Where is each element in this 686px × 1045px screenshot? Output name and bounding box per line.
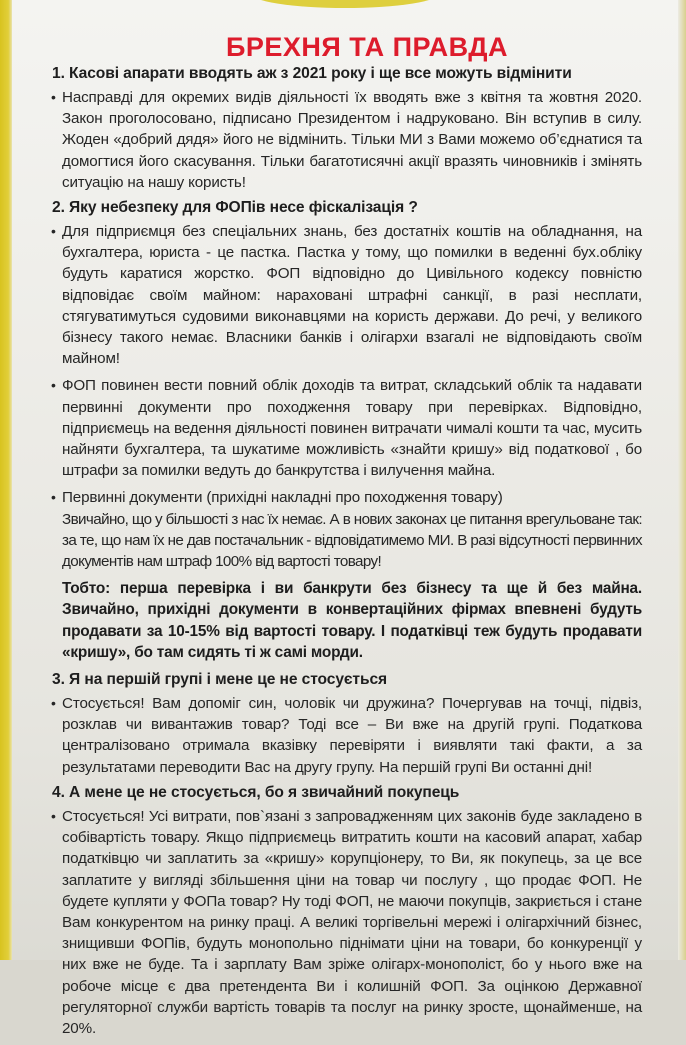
bullet-text: Насправді для окремих видів діяльності їх вводять вже з квітня та жовтня 2020. Закон проголосовано, підписано Президентом і надруковано. Він вступив в силу. Жоден «добрий дядя» його не відмінить. Тільки МИ з Вами можемо об’єднатися та домогтися його скасування. Тільки багатотисячні акції вразять чиновників і змінять ситуацію на нашу користь! [62,89,642,191]
section-heading: 3. Я на першій групі і мене це не стосується [52,671,388,689]
bullet-item [52,221,642,369]
bullet-item [52,693,642,778]
section-heading: 4. А мене це не стосується, бо я звичайний покупець [52,783,460,801]
section-2 [52,199,642,663]
section-conclusion: Тобто: перша перевірка і ви банкрути без бізнесу та ще й без майна. Звичайно, прихідні документи в конвертаційних фірмах впевнені будуть продавати за 10-15% від вартості товару. І податківці теж будуть продавати «кришу», бо там сидять ті ж самі морди. [62,580,642,661]
bullet-item [52,806,642,1039]
section-1 [52,65,642,193]
bullet-icon: • [51,807,56,824]
leaflet-title: БРЕХНЯ ТА ПРАВДА [225,32,509,62]
bullet-icon: • [51,695,56,712]
leaflet-content [52,32,642,1045]
section-heading: 1. Касові апарати вводять аж з 2021 року і ще все можуть відмінити [52,65,572,82]
bullet-icon: • [51,223,56,240]
bullet-icon: • [51,89,56,105]
bullet-text: Для підприємця без спеціальних знань, без достатніх коштів на обладнання, на бухгалтера, юриста - це пастка. Пастка у тому, що помилки в веденні бух.обліку будуть каратися жорстко. ФОП відповідно до Цивільного кодексу повністю відповідає своїм майном: нараховані штрафні санкції, в разі несплати, стягуватимуться судовими виконавцями на користь держави. До речі, у великого бізнесу такого немає. Власники банків і олігархи взагалі не відповідають своїм майном! [62,223,642,368]
bullet-item [52,375,642,481]
bullet-icon: • [51,489,56,506]
bullet-text: Стосується! Усі витрати, пов`язані з запровадженням цих законів буде закладено в собівартість товару. Якщо підприємець витратить кошти на касовий апарат, хабар податківцю чи заплатить за «кришу» корупціонеру, то Ви, як покупець, за це все заплатите у вигляді збільшення ціни на товар чи послугу , що продає ФОП. Не будете купляти у ФОПа товар? Ну тоді ФОП, не маючи покупців, закриється і стане Вам конкурентом на ринку праці. А великі торгівельні мережі і олігархічний бізнес, знищивши ФОПів, будуть монопольно піднімати ціни на товари, бо конкуренції у них вже не буде. Та і зарплату Вам зріже олігарх-монополіст, бо у нього вже на робоче місце є два претендента Ви і колишній ФОП. За оцінкою Державної регуляторної служби вартість товарів та послуг на ринку зросте, щонайменше, на 20%. [62,807,642,1037]
background-edge-right [678,0,686,960]
section-4 [52,784,642,1039]
yellow-background-edge-left [0,0,12,960]
bullet-continuation: Звичайно, що у більшості з нас їх немає. А в нових законах це питання врегульоване так: за те, що нам їх не дав постачальник - відповідатимемо МИ. В разі відсутності первинних документів нам штраф 100% від вартості товару! [62,510,642,571]
bullet-text: Первинні документи (прихідні накладні про походження товару) [62,489,503,507]
bullet-text: Стосується! Вам допоміг син, чоловік чи дружина? Почергував на точці, підвіз, розклав чи вивантажив товар? Тоді все – Ви вже на другій групі. Податкова централізовано отримала вказівку перевіряти і виявляти такі факти, а за результатами переводити Вас на другу групу. На першій групі Ви останні дні! [62,695,642,776]
bullet-item [52,87,642,193]
bullet-icon: • [51,377,56,394]
bullet-text: ФОП повинен вести повний облік доходів та витрат, складський облік та надавати первинні документи про походження товару при перевірках. Відповідно, підприємець на ведення діяльності повинен витрачати чималі кошти та час, мусить найняти бухгалтера, та шукатиме можливість «знайти кришу» від податкової , бо штрафи за помилки ведуть до банкрутства і вилучення майна. [62,377,642,480]
bullet-item [52,487,642,508]
section-heading: 2. Яку небезпеку для ФОПів несе фіскалізація ? [52,199,418,217]
section-3 [52,671,642,778]
